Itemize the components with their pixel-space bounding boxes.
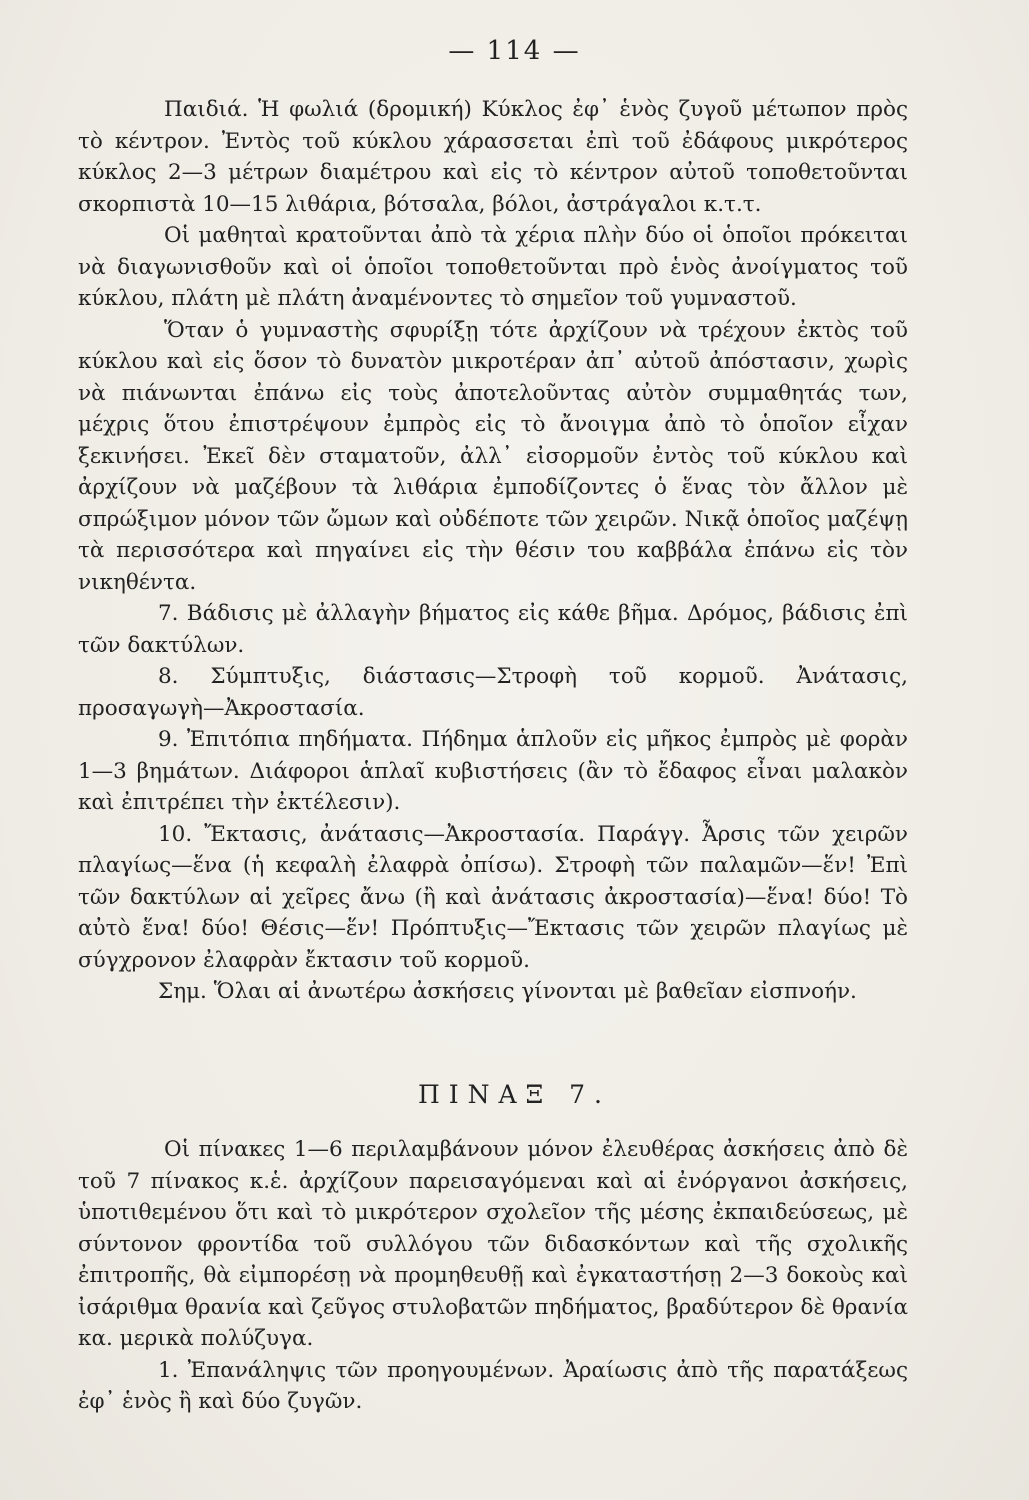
game-description	[78, 94, 908, 1008]
game-intro-paragraph: Παιδιά. Ἡ φωλιά (δρομική) Κύκλος ἐφ᾽ ἑνὸς ζυγοῦ μέτωπον πρὸς τὸ κέντρον. Ἐντὸς τοῦ κύκλου χάρασσεται ἐπὶ τοῦ ἐδάφους μικρότερος κύκλος 2—3 μέτρων διαμέτρου καὶ εἰς τὸ κέντρον αὐτοῦ τοποθετοῦνται σκορπιστὰ 10—15 λιθάρια, βότσαλα, βόλοι, ἀστράγαλοι κ.τ.τ.	[78, 97, 908, 217]
page-number: — 114 —	[448, 36, 581, 66]
exercise-item-9: 9. Ἐπιτόπια πηδήματα. Πήδημα ἁπλοῦν εἰς μῆκος ἐμπρὸς μὲ φορὰν 1—3 βημάτων. Διάφοροι ἁπλαῖ κυβιστήσεις (ἂν τὸ ἔδαφος εἶναι μαλακὸν καὶ ἐπιτρέπει τὴν ἐκτέλεσιν).	[78, 727, 908, 815]
game-play-paragraph: Ὅταν ὁ γυμναστὴς σφυρίξῃ τότε ἀρχίζουν νὰ τρέχουν ἐκτὸς τοῦ κύκλου καὶ εἰς ὅσον τὸ δυνατὸν μικροτέραν ἀπ᾽ αὐτοῦ ἀπόστασιν, χωρὶς νὰ πιάνωνται ἐπάνω εἰς τοὺς ἀποτελοῦντας αὐτὸν συμμαθητάς των, μέχρις ὅτου ἐπιστρέψουν ἐμπρὸς εἰς τὸ ἄνοιγμα ἀπὸ τὸ ὁποῖον εἶχαν ξεκινήσει. Ἐκεῖ δὲν σταματοῦν, ἀλλ᾽ εἰσορμοῦν ἐντὸς τοῦ κύκλου καὶ ἀρχίζουν νὰ μαζέβουν τὰ λιθάρια ἐμποδίζοντες ὁ ἕνας τὸν ἄλλον μὲ σπρώξιμον μόνον τῶν ὤμων καὶ οὐδέποτε τῶν χειρῶν. Νικᾷ ὁποῖος μαζέψῃ τὰ περισσότερα καὶ πηγαίνει εἰς τὴν θέσιν του καββάλα ἐπάνω εἰς τὸν νικηθέντα.	[78, 317, 908, 595]
note-paragraph: Σημ. Ὅλαι αἱ ἀνωτέρω ἀσκήσεις γίνονται μὲ βαθεῖαν εἰσπνοήν.	[158, 979, 857, 1004]
exercise-item-10: 10. Ἔκτασις, ἀνάτασις—Ἀκροστασία. Παράγγ. Ἆρσις τῶν χειρῶν πλαγίως—ἕνα (ἡ κεφαλὴ ἐλαφρὰ ὀπίσω). Στροφὴ τῶν παλαμῶν—ἕν! Ἐπὶ τῶν δακτύλων αἱ χεῖρες ἄνω (ἢ καὶ ἀνάτασις ἀκροστασία)—ἕνα! δύο! Τὸ αὐτὸ ἕνα! δύο! Θέσις—ἕν! Πρόπτυξις—Ἔκτασις τῶν χειρῶν πλαγίως μὲ σύγχρονον ἐλαφρὰν ἔκτασιν τοῦ κορμοῦ.	[78, 821, 908, 973]
game-rules-paragraph: Οἱ μαθηταὶ κρατοῦνται ἀπὸ τὰ χέρια πλὴν δύο οἱ ὁποῖοι πρόκειται νὰ διαγωνισθοῦν καὶ οἱ ὁποῖοι τοποθετοῦνται πρὸ ἑνὸς ἀνοίγματος τοῦ κύκλου, πλάτη μὲ πλάτη ἀναμένοντες τὸ σημεῖον τοῦ γυμναστοῦ.	[78, 223, 908, 311]
section-intro-paragraph: Οἱ πίνακες 1—6 περιλαμβάνουν μόνον ἐλευθέρας ἀσκήσεις ἀπὸ δὲ τοῦ 7 πίνακος κ.ἑ. ἀρχίζουν παρεισαγόμεναι καὶ αἱ ἐνόργανοι ἀσκήσεις, ὑποτιθεμένου ὅτι καὶ τὸ μικρότερον σχολεῖον τῆς μέσης ἐκπαιδεύσεως, μὲ σύντονον φροντίδα τοῦ συλλόγου τῶν διδασκόντων καὶ τῆς σχολικῆς ἐπιτροπῆς, θὰ εἰμπορέσῃ νὰ προμηθευθῇ καὶ ἐγκαταστήσῃ 2—3 δοκοὺς καὶ ἰσάριθμα θρανία καὶ ζεῦγος στυλοβατῶν πηδήματος, βραδύτερον δὲ θρανία κα. μερικὰ πολύζυγα.	[78, 1137, 908, 1351]
section-item-1: 1. Ἐπανάληψις τῶν προηγουμένων. Ἀραίωσις ἀπὸ τῆς παρατάξεως ἐφ᾽ ἑνὸς ἢ καὶ δύο ζυγῶν.	[78, 1357, 908, 1414]
exercise-item-8: 8. Σύμπτυξις, διάστασις—Στροφὴ τοῦ κορμοῦ. Ἀνάτασις, προσαγωγὴ—Ἀκροστασία.	[78, 664, 908, 721]
exercise-item-7: 7. Βάδισις μὲ ἀλλαγὴν βήματος εἰς κάθε βῆμα. Δρόμος, βάδισις ἐπὶ τῶν δακτύλων.	[78, 601, 908, 658]
section-body	[78, 1134, 908, 1418]
section-heading: ΠΙΝΑΞ 7.	[418, 1080, 611, 1109]
